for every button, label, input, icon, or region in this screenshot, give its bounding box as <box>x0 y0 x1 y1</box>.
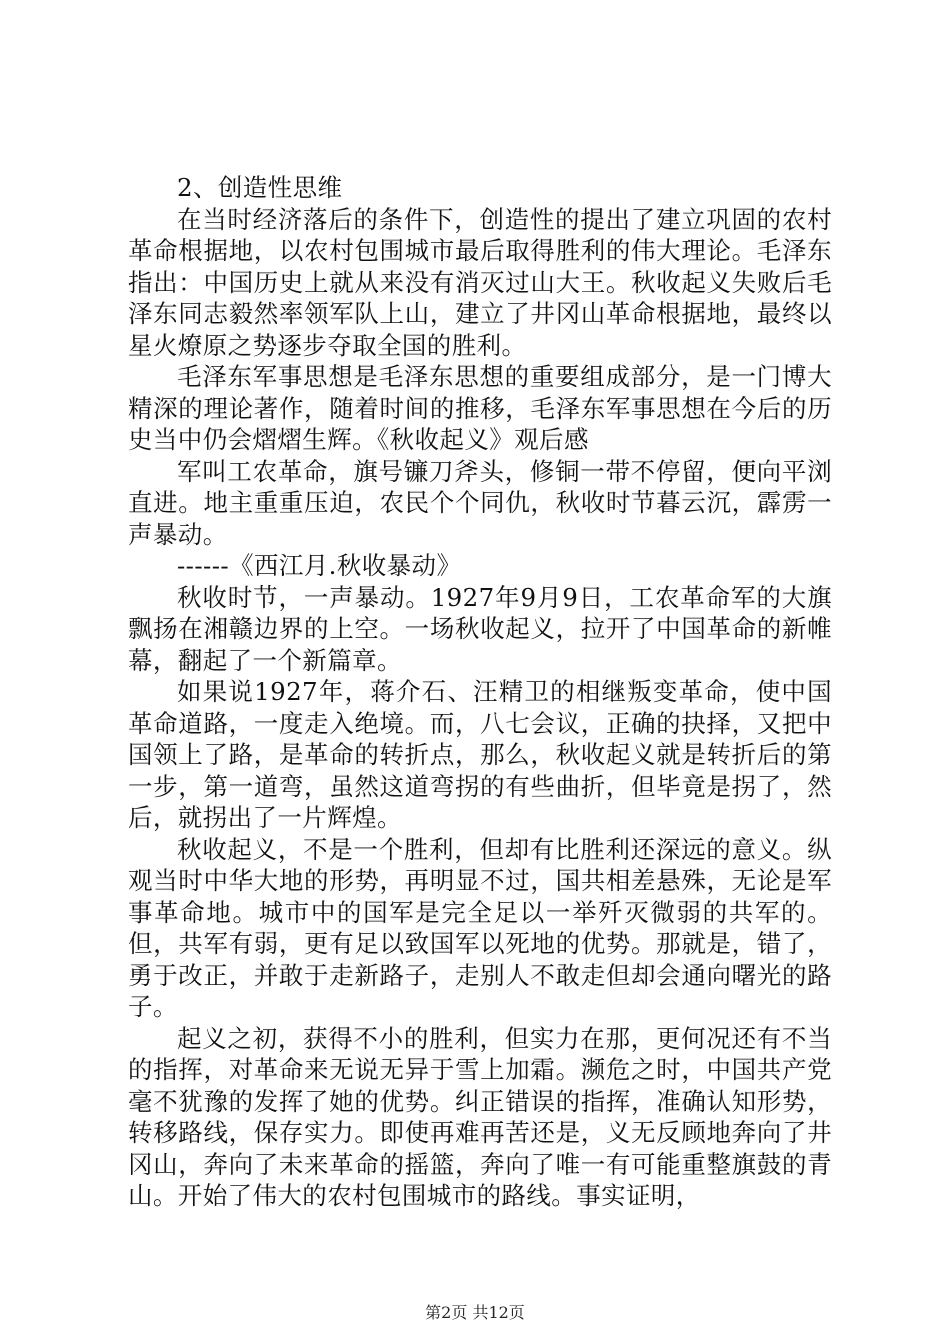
poem-attribution: ------《西江月.秋收暴动》 <box>177 551 462 580</box>
paragraph: 起义之初，获得不小的胜利，但实力在那，更何况还有不当的指挥，对革命来无说无异于雪上加霜。濒危之时，中国共产党毫不犹豫的发挥了她的优势。纠正错误的指挥，准确认知形势，转移路线，保存实力。即使再难再苦还是，义无反顾地奔向了井冈山，奔向了未来革命的摇篮，奔向了唯一有可能重整旗鼓的青山。开始了伟大的农村包围城市的路线。事实证明， <box>128 1023 832 1210</box>
section-heading: 2、创造性思维 <box>177 173 343 202</box>
paragraph: 秋收起义，不是一个胜利，但却有比胜利还深远的意义。纵观当时中华大地的形势，再明显不过，国共相差悬殊，无论是军事革命地。城市中的国军是完全足以一举歼灭微弱的共军的。但，共军有弱，更有足以致国军以死地的优势。那就是，错了，勇于改正，并敢于走新路子，走别人不敢走但却会通向曙光的路子。 <box>128 834 832 1021</box>
poem-paragraph: 军叫工农革命，旗号镰刀斧头，修铜一带不停留，便向平浏直进。地主重重压迫，农民个个同仇，秋收时节暮云沉，霹雳一声暴动。 <box>128 456 832 549</box>
paragraph: 秋收时节，一声暴动。1927年9月9日，工农革命军的大旗飘扬在湘赣边界的上空。一场秋收起义，拉开了中国革命的新帷幕，翻起了一个新篇章。 <box>128 582 832 675</box>
paragraph: 在当时经济落后的条件下，创造性的提出了建立巩固的农村革命根据地，以农村包围城市最后取得胜利的伟大理论。毛泽东指出：中国历史上就从来没有消灭过山大王。秋收起义失败后毛泽东同志毅然率领军队上山，建立了井冈山革命根据地，最终以星火燎原之势逐步夺取全国的胜利。 <box>128 204 832 360</box>
paragraph: 毛泽东军事思想是毛泽东思想的重要组成部分，是一门博大精深的理论著作，随着时间的推移，毛泽东军事思想在今后的历史当中仍会熠熠生辉。《秋收起义》观后感 <box>128 362 832 454</box>
page-footer: 第2页 共12页 <box>425 1303 525 1322</box>
document-body <box>128 172 832 1212</box>
paragraph: 如果说1927年，蒋介石、汪精卫的相继叛变革命，使中国革命道路，一度走入绝境。而，八七会议，正确的抉择，又把中国领上了路，是革命的转折点，那么，秋收起义就是转折后的第一步，第一道弯，虽然这道弯拐的有些曲折，但毕竟是拐了，然后，就拐出了一片辉煌。 <box>128 677 832 832</box>
